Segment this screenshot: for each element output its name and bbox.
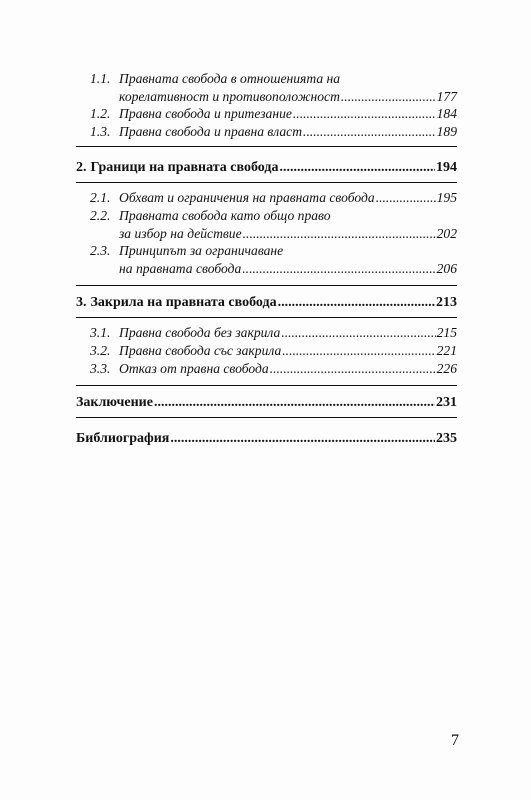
dot-leader (293, 105, 436, 123)
toc-entry-3-2[interactable] (90, 342, 457, 360)
entry-title: Отказ от правна свобода (119, 360, 269, 376)
toc-entry-2-2[interactable] (90, 207, 457, 242)
chapter-page: 213 (436, 295, 457, 311)
dot-leader (278, 294, 435, 312)
entry-title-line-2: на правната свобода (119, 260, 242, 276)
entry-number: 2.1. (90, 190, 111, 206)
dot-leader (270, 360, 436, 378)
conclusion-title: Заключение (76, 395, 153, 411)
dot-leader (243, 225, 436, 243)
dot-leader (341, 88, 436, 106)
entry-title-line-1: Принципът за ограничаване (119, 243, 284, 259)
entry-number: 3.3. (90, 360, 111, 376)
entry-number: 3.2. (90, 342, 111, 358)
entry-page: 184 (436, 106, 457, 122)
toc-entry-1-3[interactable] (90, 123, 457, 141)
entry-number: 3.1. (90, 325, 111, 341)
page-number: 7 (451, 732, 459, 749)
chapter-page: 194 (436, 160, 457, 176)
entry-title: Правна свобода със закрила (119, 342, 282, 358)
entry-number: 2.3. (90, 243, 111, 259)
toc-entry-2-1[interactable] (90, 189, 457, 207)
entry-number: 2.2. (90, 207, 111, 223)
entry-title: Правна свобода без закрила (119, 325, 281, 341)
entry-number: 1.1. (90, 71, 111, 86)
entry-number: 1.2. (90, 106, 111, 122)
toc-group-3 (76, 324, 457, 377)
bibliography-title: Библиография (76, 431, 170, 447)
dot-leader (242, 260, 435, 278)
toc-group-2 (76, 189, 457, 277)
entry-page: 206 (436, 260, 457, 276)
entry-title-line-1: Правната свобода в отношенията на (119, 71, 341, 86)
toc-entry-3-3[interactable] (90, 360, 457, 378)
toc-chapter-3[interactable] (76, 285, 457, 318)
toc-chapter-2[interactable] (76, 159, 457, 183)
entry-page: 177 (436, 88, 457, 104)
toc-entry-1-2[interactable] (90, 105, 457, 123)
entry-number: 1.3. (90, 123, 111, 139)
entry-title: Правна свобода и притезание (119, 106, 292, 122)
toc-bibliography[interactable] (76, 430, 457, 448)
table-of-contents (76, 70, 457, 448)
toc-entry-2-3[interactable] (90, 242, 457, 277)
entry-title: Правна свобода и правна власт (119, 123, 303, 139)
toc-conclusion[interactable] (76, 385, 457, 418)
chapter-title: Закрила на правната свобода (90, 295, 277, 311)
entry-page: 195 (436, 190, 457, 206)
chapter-number: 2. (76, 160, 87, 176)
bibliography-page: 235 (436, 431, 457, 447)
toc-group-1 (76, 70, 457, 147)
toc-entry-1-1[interactable] (90, 70, 457, 105)
dot-leader (154, 394, 435, 412)
entry-title-line-1: Правната свобода като общо право (119, 207, 331, 223)
dot-leader (376, 189, 436, 207)
entry-page: 202 (436, 225, 457, 241)
entry-title-line-2: корелативност и противоположност (119, 88, 340, 104)
chapter-number: 3. (76, 295, 87, 311)
dot-leader (170, 430, 435, 448)
entry-page: 215 (436, 325, 457, 341)
entry-page: 221 (436, 342, 457, 358)
entry-page: 226 (436, 360, 457, 376)
dot-leader (303, 123, 436, 141)
toc-entry-3-1[interactable] (90, 324, 457, 342)
entry-title-line-2: за избор на действие (119, 225, 242, 241)
dot-leader (282, 342, 435, 360)
entry-page: 189 (436, 123, 457, 139)
dot-leader (281, 324, 435, 342)
dot-leader (279, 159, 435, 177)
conclusion-page: 231 (436, 395, 457, 411)
chapter-title: Граници на правната свобода (90, 160, 279, 176)
entry-title: Обхват и ограничения на правната свобода (119, 190, 375, 206)
